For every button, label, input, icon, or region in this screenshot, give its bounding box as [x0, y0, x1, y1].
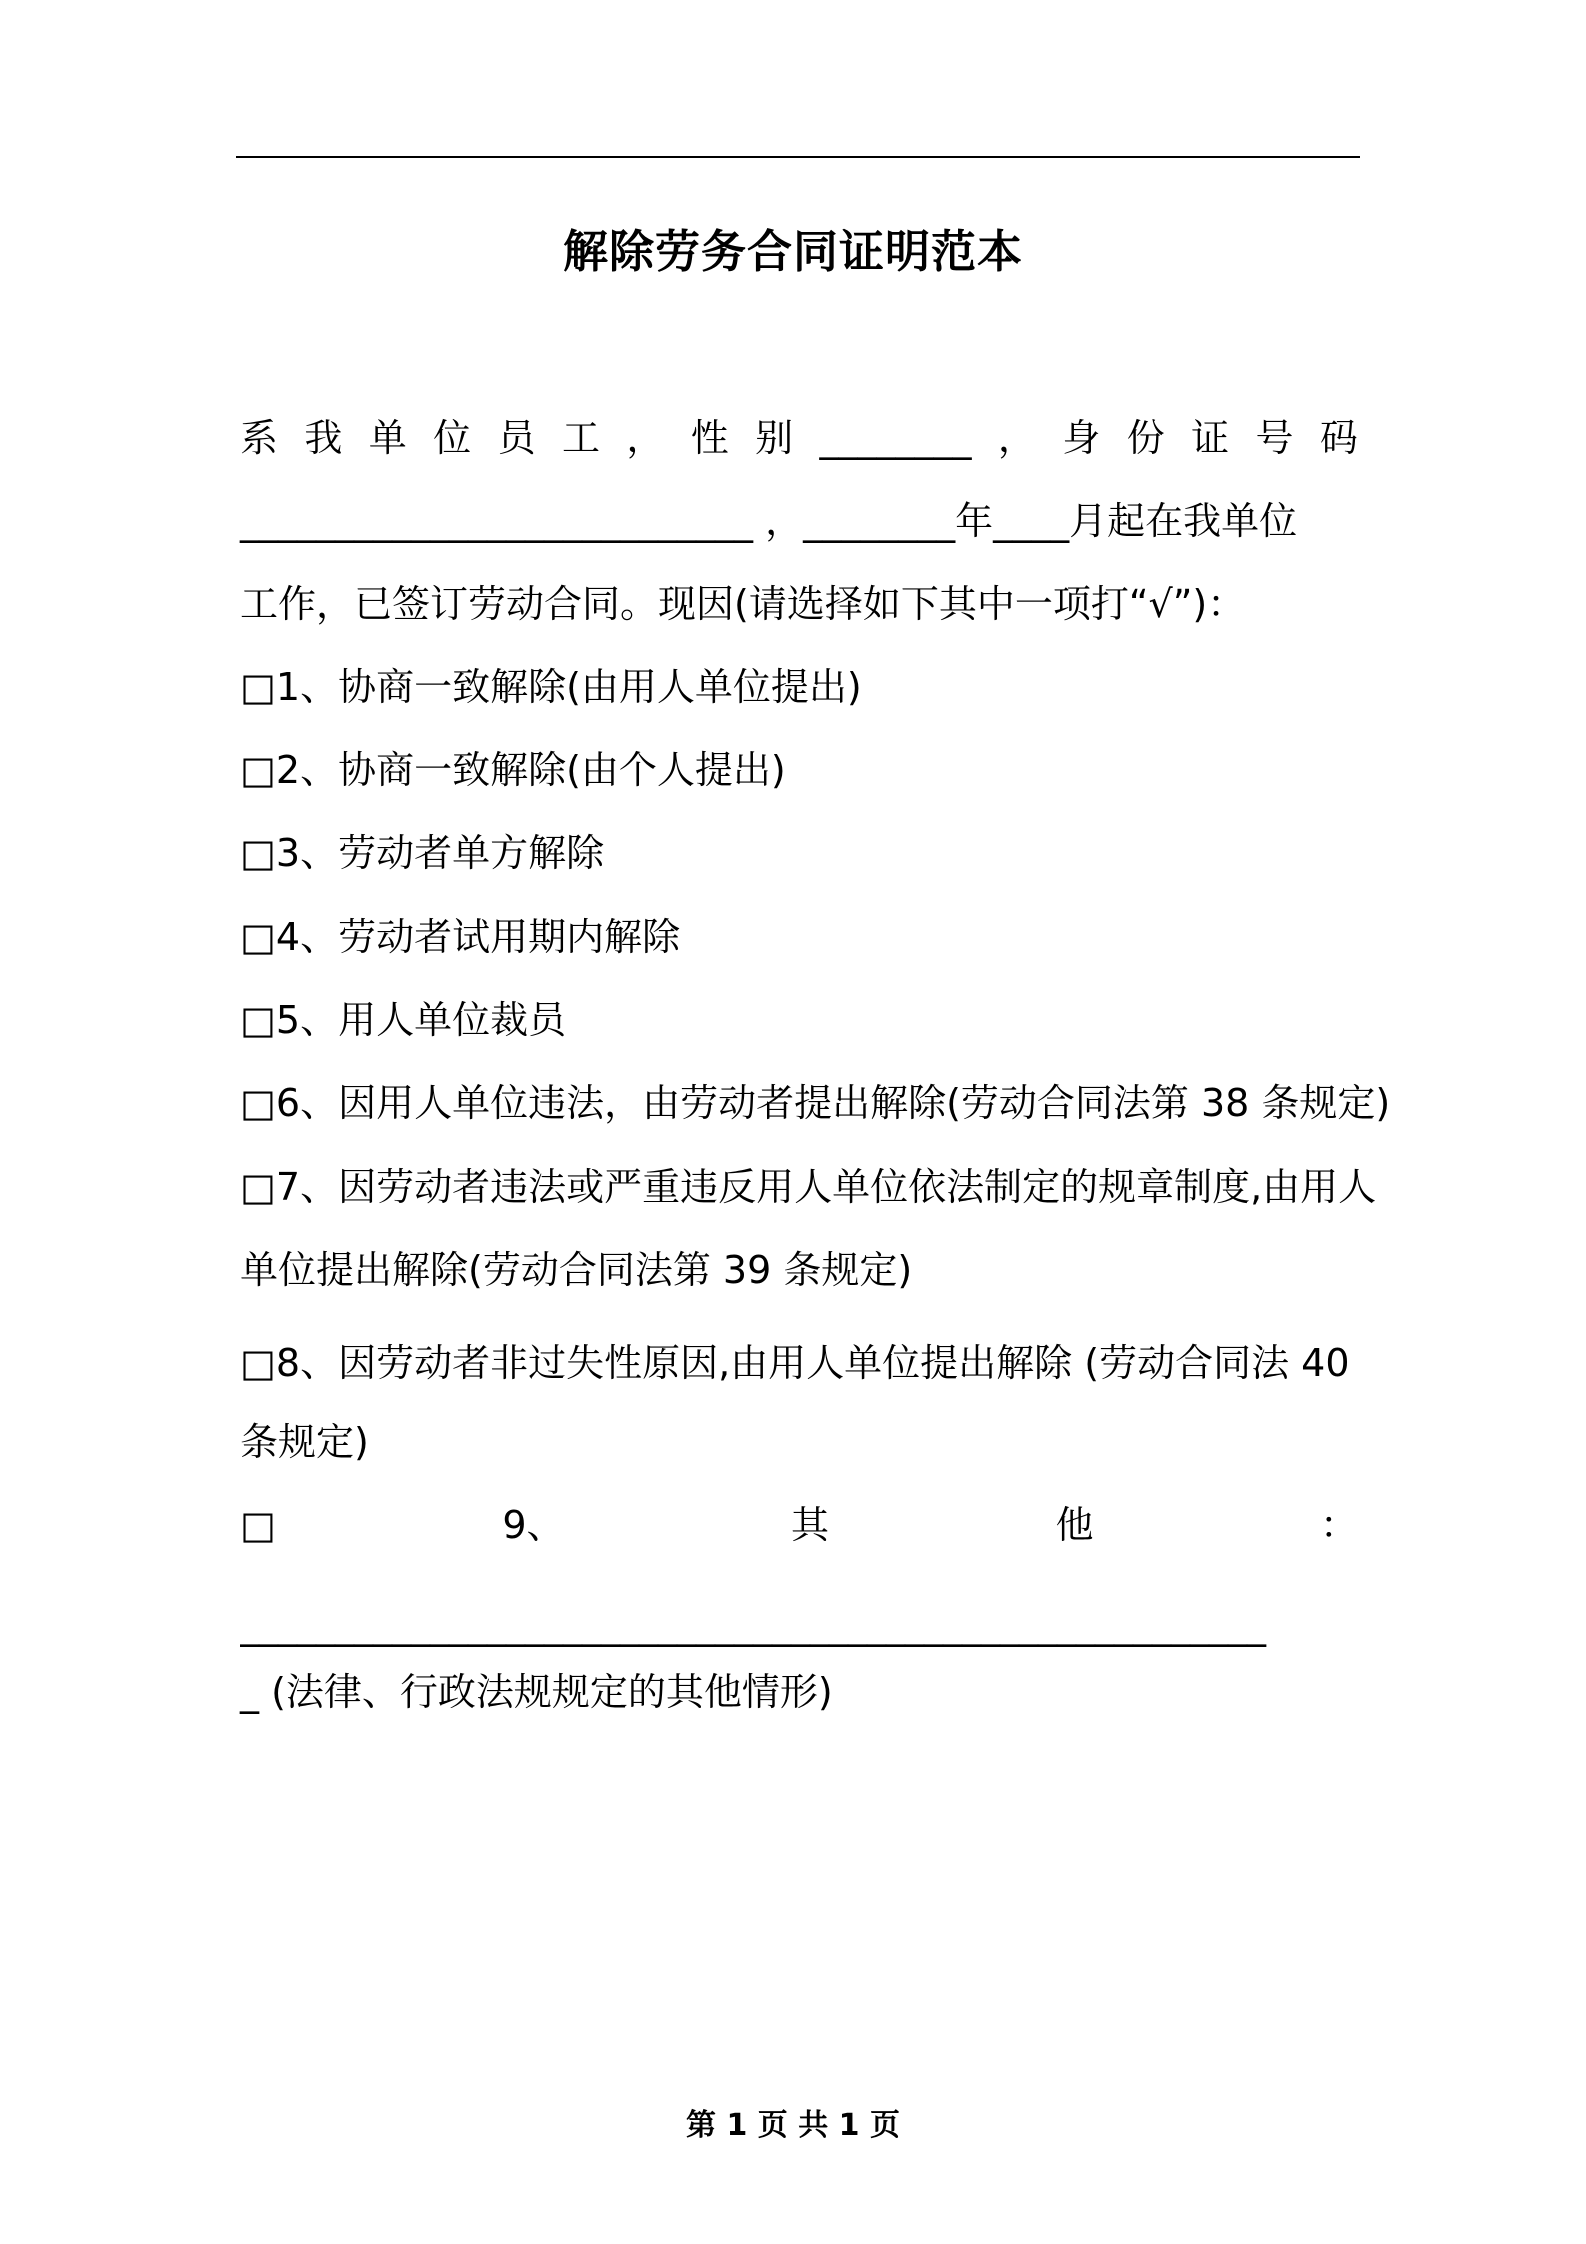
- page-number: 第 1 页 共 1 页: [686, 2108, 900, 2143]
- line1-char: 码: [1319, 416, 1358, 460]
- line1-char: 证: [1191, 416, 1230, 460]
- item9-colon: ：: [1319, 1503, 1358, 1547]
- option-item: □8、因劳动者非过失性原因,由用人单位提出解除 (劳动合同法 40: [240, 1341, 1350, 1385]
- other-reason-blank: ______________________________________________________: [240, 1603, 1266, 1647]
- header-rule: [236, 156, 1360, 158]
- line1-char: 号: [1255, 416, 1294, 460]
- option-item: □3、劳动者单方解除: [240, 831, 605, 875]
- option-item: □4、劳动者试用期内解除: [240, 915, 681, 959]
- line1-char: 别: [755, 416, 794, 460]
- line1-char: 身: [1062, 416, 1101, 460]
- other-reason-note: _ (法律、行政法规规定的其他情形): [240, 1670, 833, 1714]
- employee-info-line-1: [240, 413, 1358, 463]
- item9-number: 9、: [502, 1503, 565, 1547]
- employee-info-line-2: ___________________________ ，________年____月起在我单位: [240, 499, 1298, 543]
- option-item-other: [240, 1500, 1358, 1550]
- option-item: □6、因用人单位违法，由劳动者提出解除(劳动合同法第 38 条规定): [240, 1081, 1391, 1125]
- line1-char: 我: [304, 416, 343, 460]
- checkbox-glyph: □: [240, 1503, 276, 1547]
- line1-char: 员: [497, 416, 536, 460]
- option-item-continuation: 单位提出解除(劳动合同法第 39 条规定): [240, 1248, 913, 1292]
- line1-char: 性: [690, 416, 729, 460]
- line1-char: ，: [626, 416, 665, 460]
- line1-char: 位: [433, 416, 472, 460]
- option-item: □2、协商一致解除(由个人提出): [240, 748, 786, 792]
- line1-char: 系: [240, 416, 279, 460]
- option-item: □5、用人单位裁员: [240, 998, 567, 1042]
- gender-blank: ________: [819, 416, 972, 460]
- option-item: □1、协商一致解除(由用人单位提出): [240, 665, 862, 709]
- item9-char: 他: [1055, 1503, 1094, 1547]
- line1-char: 份: [1126, 416, 1165, 460]
- item9-char: 其: [791, 1503, 830, 1547]
- employee-info-line-3: 工作，已签订劳动合同。现因(请选择如下其中一项打“√”)：: [240, 582, 1246, 626]
- option-item-continuation: 条规定): [240, 1420, 369, 1464]
- line1-char: ，: [997, 416, 1036, 460]
- document-title: 解除劳务合同证明范本: [562, 225, 1023, 278]
- option-item: □7、因劳动者违法或严重违反用人单位依法制定的规章制度,由用人: [240, 1165, 1377, 1209]
- line1-char: 单: [368, 416, 407, 460]
- line1-char: 工: [561, 416, 600, 460]
